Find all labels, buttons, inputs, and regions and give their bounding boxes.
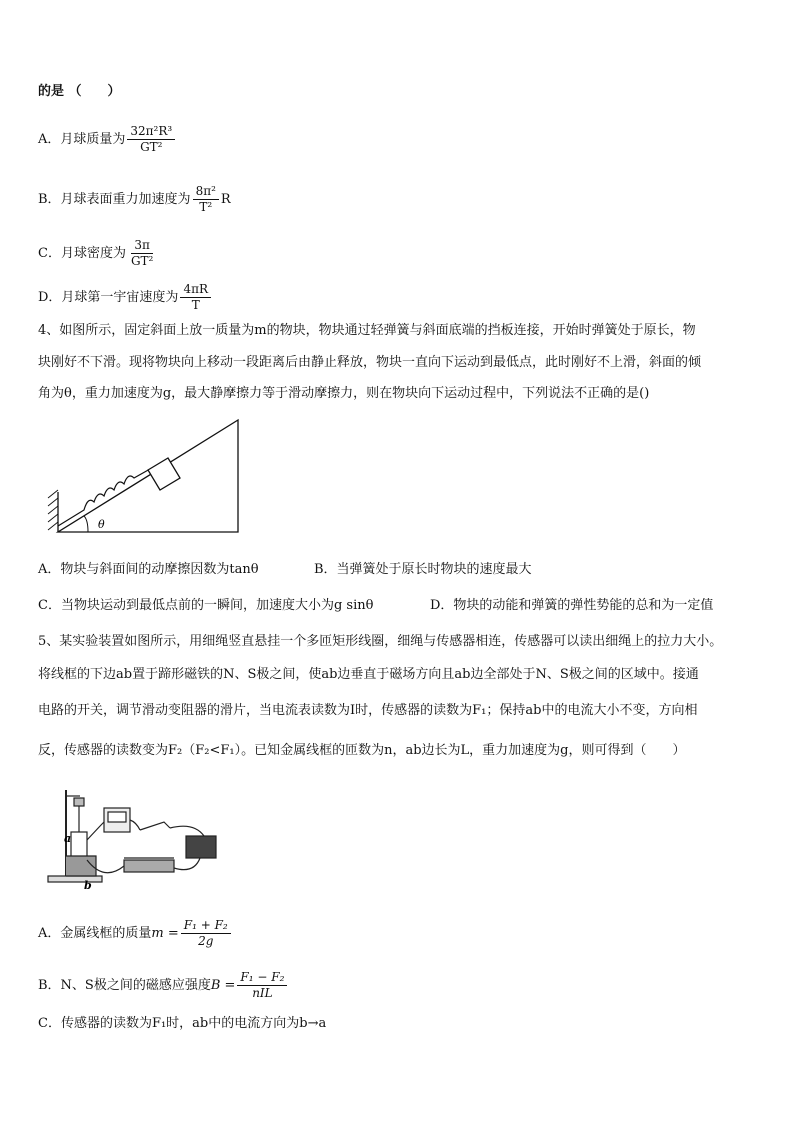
wall-hatching xyxy=(48,490,58,530)
stand-base xyxy=(48,876,102,882)
angle-arc xyxy=(84,516,88,532)
fraction-numerator: 4πR xyxy=(180,282,211,298)
fraction-numerator: F₁ − F₂ xyxy=(237,970,287,986)
q3-option-c-label: C．月球密度为 xyxy=(38,246,126,261)
ammeter-dial xyxy=(108,812,126,822)
q5-option-a-lhs: m = xyxy=(151,926,179,941)
fraction-denominator: GT² xyxy=(140,140,163,154)
q5-option-b-fraction xyxy=(237,970,287,1001)
q3-option-b-fraction xyxy=(193,184,219,215)
theta-label: θ xyxy=(98,518,105,531)
q3-option-a xyxy=(38,124,177,155)
fraction-denominator: T xyxy=(191,298,200,312)
incline-triangle xyxy=(58,420,238,532)
horseshoe-magnet xyxy=(66,856,96,876)
q5-stem-line3: 电路的开关，调节滑动变阻器的滑片，当电流表读数为I时，传感器的读数为F₁；保持ab中的电流大小不变，方向相 xyxy=(38,703,698,718)
q3-option-b-label: B．月球表面重力加速度为 xyxy=(38,192,191,207)
q3-option-b-tail: R xyxy=(220,192,231,207)
q4-option-d: D．物块的动能和弹簧的弹性势能的总和为一定值 xyxy=(430,598,714,613)
q3-option-d-label: D．月球第一宇宙速度为 xyxy=(38,290,179,305)
incline-spring-figure xyxy=(44,414,244,538)
q3-option-b xyxy=(38,184,231,215)
q5-option-a-label: A．金属线框的质量 xyxy=(38,926,152,941)
fraction-denominator: nIL xyxy=(252,986,273,1000)
label-b: b xyxy=(84,879,92,890)
q3-option-d xyxy=(38,282,213,313)
q5-option-c: C．传感器的读数为F₁时，ab中的电流方向为b→a xyxy=(38,1016,327,1031)
q3-stem-tail: 的是 （ ） xyxy=(38,84,121,99)
fraction-numerator: 32π²R³ xyxy=(127,124,175,140)
force-sensor xyxy=(74,798,84,806)
q5-option-a-fraction xyxy=(181,918,231,949)
fraction-denominator: GT² xyxy=(130,254,154,268)
q5-stem-line2: 将线框的下边ab置于蹄形磁铁的N、S极之间，使ab边垂直于磁场方向且ab边全部处于N、S极之间的区域中。接通 xyxy=(38,667,699,682)
fraction-numerator: 3π xyxy=(131,238,153,254)
q5-option-a xyxy=(38,918,233,949)
wire xyxy=(130,820,140,830)
q3-option-d-fraction xyxy=(180,282,211,313)
q4-option-c: C．当物块运动到最低点前的一瞬间，加速度大小为g sinθ xyxy=(38,598,374,613)
fraction-numerator: F₁ + F₂ xyxy=(181,918,231,934)
q5-option-b-lhs: B = xyxy=(210,978,236,993)
q3-option-a-label: A．月球质量为 xyxy=(38,132,126,147)
block xyxy=(148,458,180,490)
q5-option-b-label: B．N、S极之间的磁感应强度 xyxy=(38,978,211,993)
fraction-denominator: 2g xyxy=(198,934,214,948)
q3-option-a-fraction xyxy=(127,124,175,155)
battery-pack xyxy=(186,836,216,858)
switch xyxy=(140,822,170,830)
q4-option-a: A．物块与斜面间的动摩擦因数为tanθ xyxy=(38,562,259,577)
q3-option-c xyxy=(38,238,158,269)
wire xyxy=(87,822,104,840)
wire xyxy=(170,826,204,836)
q4-option-b: B．当弹簧处于原长时物块的速度最大 xyxy=(314,562,532,577)
q5-stem-line4: 反，传感器的读数变为F₂（F₂<F₁）。已知金属线框的匝数为n，ab边长为L，重力加速度为g，则可得到（ ） xyxy=(38,743,686,758)
q5-option-b xyxy=(38,970,289,1001)
sliding-rheostat xyxy=(124,860,174,872)
fraction-denominator: T² xyxy=(199,200,213,214)
q5-stem-line1: 5、某实验装置如图所示，用细绳竖直悬挂一个多匝矩形线圈，细绳与传感器相连，传感器可以读出细绳上的拉力大小。 xyxy=(38,634,723,649)
label-a: a xyxy=(64,832,72,845)
q3-option-c-fraction xyxy=(128,238,156,269)
q4-stem-line1: 4、如图所示，固定斜面上放一质量为m的物块，物块通过轻弹簧与斜面底端的挡板连接，开始时弹簧处于原长，物 xyxy=(38,323,696,338)
fraction-numerator: 8π² xyxy=(193,184,219,200)
circuit-apparatus-figure xyxy=(44,786,244,890)
wire xyxy=(174,858,200,870)
q4-stem-line3: 角为θ，重力加速度为g，最大静摩擦力等于滑动摩擦力，则在物块向下运动过程中，下列说法不正确的是() xyxy=(38,386,650,401)
q4-stem-line2: 块刚好不下滑。现将物块向上移动一段距离后由静止释放，物块一直向下运动到最低点，此时刚好不上滑，斜面的倾 xyxy=(38,355,702,370)
